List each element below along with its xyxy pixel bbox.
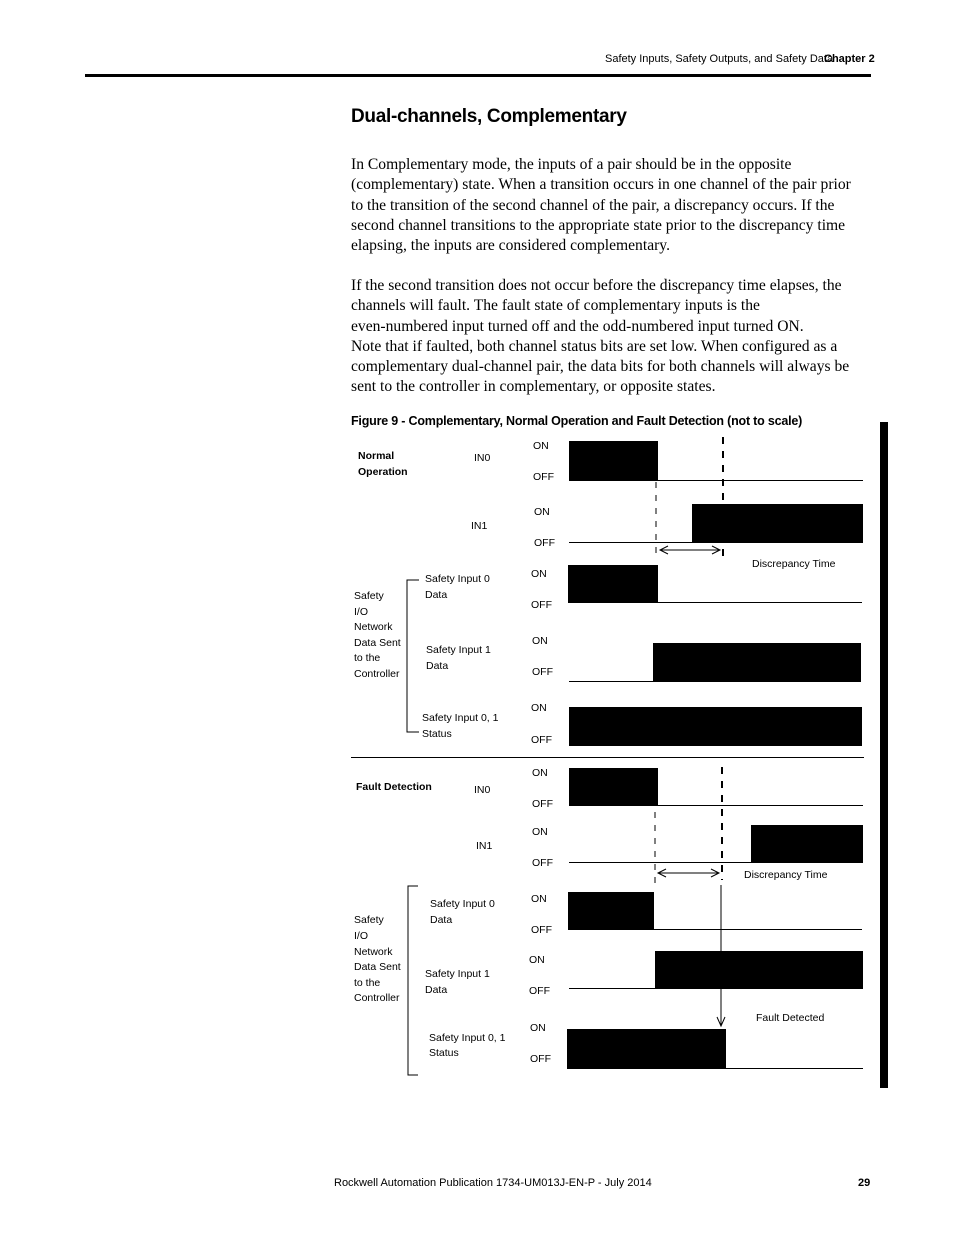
- safety-input0-on-pulse: [568, 892, 654, 930]
- network-bracket: [407, 580, 419, 732]
- in1-late-on-pulse: [751, 825, 863, 863]
- safety-input0-on-pulse: [568, 565, 658, 603]
- in0-on-pulse: [569, 768, 658, 806]
- in0-on-pulse: [569, 441, 658, 481]
- safety-input0-label: Data: [425, 589, 448, 601]
- paragraph-line: channels will fault. The fault state of complementary inputs is the: [351, 297, 760, 315]
- network-label-line: Safety: [354, 914, 384, 926]
- fault-detection-label: Fault Detection: [356, 781, 432, 793]
- on-label: ON: [531, 568, 547, 580]
- fault-detected-label: Fault Detected: [756, 1012, 825, 1024]
- paragraph-line: If the second transition does not occur before the discrepancy time elapses, the: [351, 277, 842, 294]
- in0-label: IN0: [474, 452, 491, 464]
- on-label: ON: [529, 954, 545, 966]
- discrepancy-time-label: Discrepancy Time: [752, 558, 836, 570]
- in1-label: IN1: [476, 840, 493, 852]
- footer-publication: Rockwell Automation Publication 1734-UM013J-EN-P - July 2014: [334, 1177, 652, 1189]
- on-label: ON: [530, 1022, 546, 1034]
- network-label-line: Network: [354, 621, 393, 633]
- safety-status-on-pulse: [567, 1029, 726, 1069]
- section-heading: Dual-channels, Complementary: [351, 106, 627, 127]
- on-label: ON: [531, 893, 547, 905]
- safety-status-label: Status: [429, 1047, 459, 1059]
- on-label: ON: [533, 440, 549, 452]
- network-label-line: Network: [354, 946, 393, 958]
- off-label: OFF: [531, 924, 552, 936]
- figure-caption: Figure 9 - Complementary, Normal Operation and Fault Detection (not to scale): [351, 414, 803, 428]
- safety-status-on-pulse: [569, 707, 862, 746]
- safety-input1-on-pulse: [653, 643, 861, 682]
- network-label-line: Controller: [354, 992, 400, 1004]
- off-label: OFF: [531, 734, 552, 746]
- page-number: 29: [858, 1177, 871, 1189]
- paragraph-line: elapsing, the inputs are considered complementary.: [351, 237, 670, 255]
- paragraph-line: In Complementary mode, the inputs of a pair should be in the opposite: [351, 156, 792, 173]
- safety-input0-label: Data: [430, 914, 453, 926]
- on-label: ON: [532, 826, 548, 838]
- off-label: OFF: [531, 599, 552, 611]
- on-label: ON: [531, 702, 547, 714]
- network-label-line: to the: [354, 652, 381, 664]
- paragraph-line: Note that if faulted, both channel status bits are set low. When configured as a: [351, 337, 838, 355]
- paragraph-line: even-numbered input turned off and the odd-numbered input turned ON.: [351, 317, 804, 335]
- network-label-line: to the: [354, 977, 381, 989]
- paragraph-line: sent to the controller in complementary, or opposite states.: [351, 378, 716, 396]
- safety-status-label: Safety Input 0, 1: [429, 1032, 506, 1044]
- off-label: OFF: [532, 857, 553, 869]
- safety-status-label: Status: [422, 728, 452, 740]
- safety-input1-on-pulse: [655, 951, 863, 989]
- normal-operation-label: Normal: [358, 450, 395, 462]
- normal-operation-label: Operation: [358, 466, 408, 478]
- off-label: OFF: [533, 471, 554, 483]
- off-label: OFF: [532, 666, 553, 678]
- network-label-line: Data Sent: [354, 637, 401, 649]
- network-label-line: Data Sent: [354, 961, 401, 973]
- network-label-line: I/O: [354, 930, 369, 942]
- network-label-line: I/O: [354, 606, 369, 618]
- on-label: ON: [532, 767, 548, 779]
- safety-input1-label: Data: [425, 984, 448, 996]
- on-label: ON: [532, 635, 548, 647]
- safety-status-label: Safety Input 0, 1: [422, 712, 499, 724]
- safety-input1-label: Safety Input 1: [426, 644, 491, 656]
- running-header-section: Safety Inputs, Safety Outputs, and Safety Data: [605, 53, 834, 65]
- safety-input0-label: Safety Input 0: [430, 898, 495, 910]
- in1-on-pulse: [692, 504, 863, 543]
- off-label: OFF: [530, 1053, 551, 1065]
- paragraph-line: complementary dual-channel pair, the data bits for both channels will always be: [351, 358, 850, 376]
- network-label-line: Controller: [354, 668, 400, 680]
- paragraph-line: to the transition of the second channel of the pair, a discrepancy occurs. If the: [351, 196, 835, 214]
- in1-label: IN1: [471, 520, 488, 532]
- in0-label: IN0: [474, 784, 491, 796]
- running-header-chapter: Chapter 2: [824, 53, 875, 65]
- safety-input1-label: Safety Input 1: [425, 968, 490, 980]
- discrepancy-time-label: Discrepancy Time: [744, 869, 828, 881]
- off-label: OFF: [534, 537, 555, 549]
- paragraph-line: (complementary) state. When a transition occurs in one channel of the pair prior: [351, 176, 851, 194]
- on-label: ON: [534, 506, 550, 518]
- network-bracket: [408, 886, 418, 1075]
- paragraph-line: second channel transitions to the appropriate state prior to the discrepancy time: [351, 216, 846, 234]
- safety-input0-label: Safety Input 0: [425, 573, 490, 585]
- off-label: OFF: [532, 798, 553, 810]
- off-label: OFF: [529, 985, 550, 997]
- safety-input1-label: Data: [426, 660, 449, 672]
- network-label-line: Safety: [354, 590, 384, 602]
